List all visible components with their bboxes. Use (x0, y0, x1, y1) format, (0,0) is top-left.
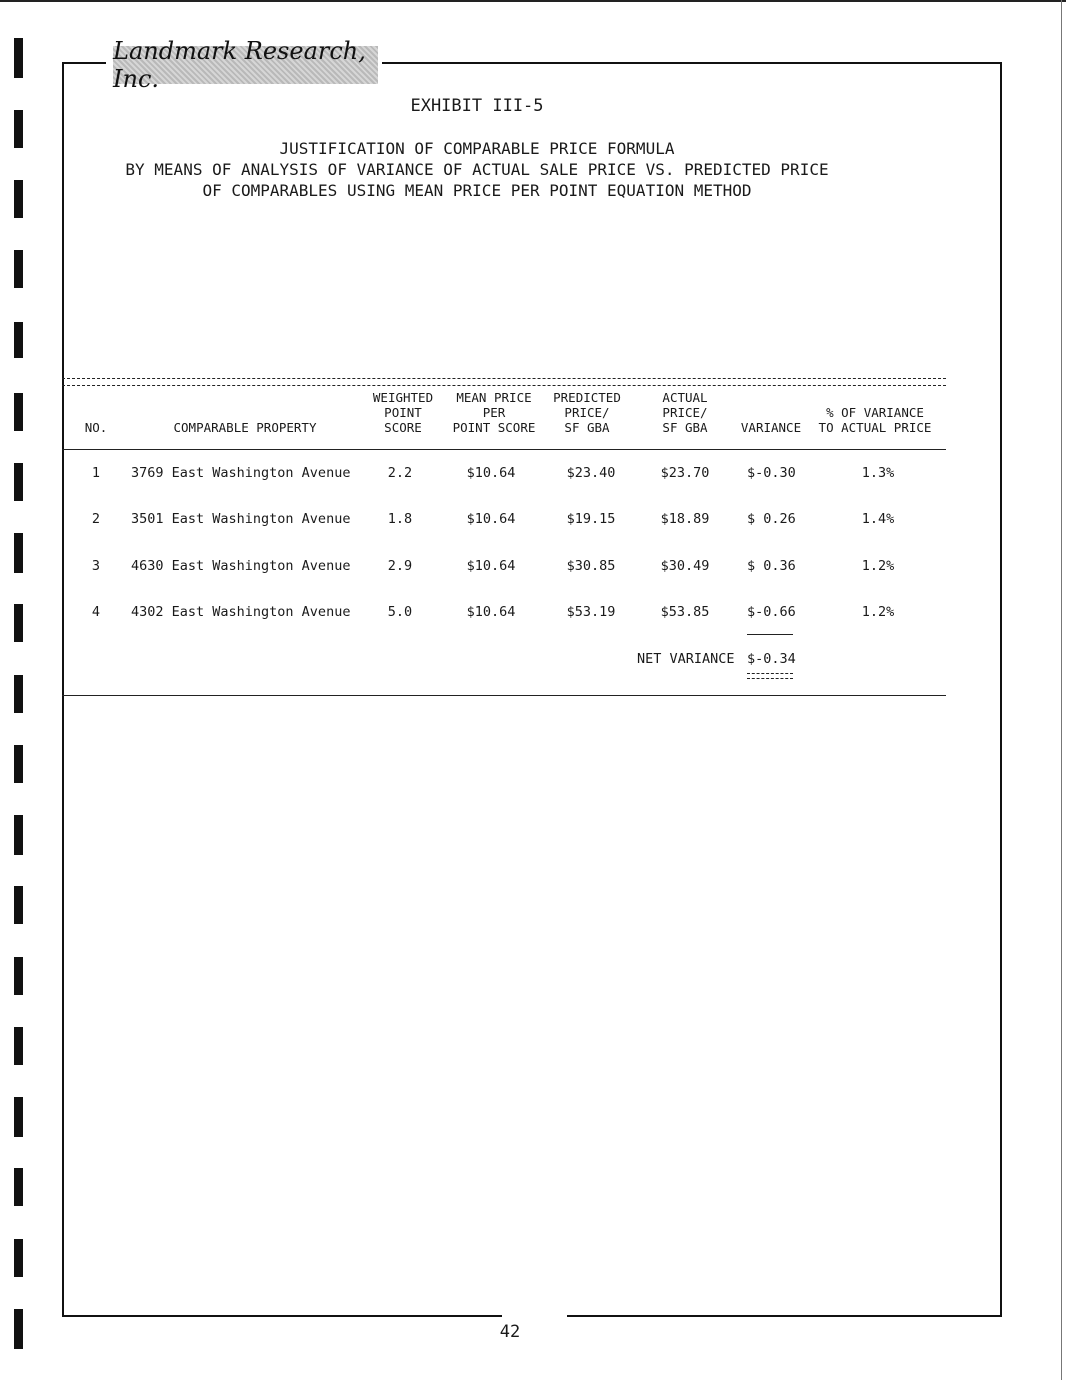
punch-mark (14, 322, 23, 358)
cell-property: 4630 East Washington Avenue (131, 558, 351, 574)
punch-mark (14, 1027, 23, 1065)
cell-mean: $10.64 (466, 511, 516, 527)
punch-mark (14, 533, 23, 573)
cell-predicted: $30.85 (566, 558, 616, 574)
punch-mark (14, 604, 23, 642)
cell-weighted: 5.0 (387, 604, 413, 620)
punch-mark (14, 957, 23, 995)
cell-variance: $ 0.36 (747, 558, 796, 574)
cell-property: 3501 East Washington Avenue (131, 511, 351, 527)
cell-actual: $53.85 (660, 604, 710, 620)
cell-mean: $10.64 (466, 604, 516, 620)
cell-mean: $10.64 (466, 465, 516, 481)
header-mean: MEAN PRICE PER POINT SCORE (452, 390, 536, 435)
cell-no: 4 (91, 604, 101, 620)
cell-no: 2 (91, 511, 101, 527)
cell-no: 3 (91, 558, 101, 574)
cell-actual: $30.49 (660, 558, 710, 574)
punch-mark (14, 393, 23, 431)
punch-mark (14, 463, 23, 501)
punch-mark (14, 1168, 23, 1206)
page-number: 42 (499, 1322, 521, 1342)
punch-mark (14, 886, 23, 924)
punch-mark (14, 1097, 23, 1137)
cell-predicted: $19.15 (566, 511, 616, 527)
cell-variance: $-0.30 (747, 465, 796, 481)
punch-mark (14, 1239, 23, 1277)
cell-pct: 1.3% (861, 465, 895, 481)
table-top-double-rule (62, 378, 946, 386)
net-variance-double-rule (747, 673, 793, 679)
exhibit-number: EXHIBIT III-5 (410, 96, 544, 116)
punch-mark (14, 675, 23, 713)
net-variance-label: NET VARIANCE (637, 651, 735, 667)
punch-mark (14, 250, 23, 288)
punch-mark (14, 745, 23, 783)
punch-mark (14, 38, 23, 78)
punch-mark (14, 815, 23, 855)
header-property: COMPARABLE PROPERTY (173, 420, 317, 435)
document-title (62, 138, 892, 201)
net-variance-value: $-0.34 (747, 651, 796, 667)
cell-predicted: $53.19 (566, 604, 616, 620)
page-right-edge (1061, 0, 1062, 1380)
cell-weighted: 1.8 (387, 511, 413, 527)
page-top-edge (0, 0, 1066, 2)
header-rule (62, 449, 946, 450)
title-line: OF COMPARABLES USING MEAN PRICE PER POINT EQUATION METHOD (202, 181, 752, 200)
punch-mark (14, 180, 23, 218)
cell-no: 1 (91, 465, 101, 481)
company-logo: Landmark Research, Inc. (113, 46, 378, 84)
table-bottom-rule (62, 695, 946, 696)
title-line: JUSTIFICATION OF COMPARABLE PRICE FORMULA (279, 139, 675, 158)
header-no: NO. (84, 420, 108, 435)
cell-property: 3769 East Washington Avenue (131, 465, 351, 481)
page-frame (62, 62, 1002, 1317)
header-pct: % OF VARIANCE TO ACTUAL PRICE (818, 405, 932, 435)
cell-actual: $23.70 (660, 465, 710, 481)
cell-weighted: 2.9 (387, 558, 413, 574)
cell-pct: 1.2% (861, 558, 895, 574)
cell-variance: $-0.66 (747, 604, 796, 620)
variance-sum-rule (747, 634, 793, 635)
punch-mark (14, 1309, 23, 1349)
cell-weighted: 2.2 (387, 465, 413, 481)
header-variance: VARIANCE (740, 420, 802, 435)
cell-actual: $18.89 (660, 511, 710, 527)
cell-property: 4302 East Washington Avenue (131, 604, 351, 620)
header-predicted: PREDICTED PRICE/ SF GBA (553, 390, 621, 435)
header-actual: ACTUAL PRICE/ SF GBA (662, 390, 708, 435)
cell-pct: 1.2% (861, 604, 895, 620)
header-weighted: WEIGHTED POINT SCORE (372, 390, 434, 435)
punch-mark (14, 110, 23, 148)
cell-variance: $ 0.26 (747, 511, 796, 527)
cell-mean: $10.64 (466, 558, 516, 574)
cell-predicted: $23.40 (566, 465, 616, 481)
cell-pct: 1.4% (861, 511, 895, 527)
title-line: BY MEANS OF ANALYSIS OF VARIANCE OF ACTUAL SALE PRICE VS. PREDICTED PRICE (125, 160, 829, 179)
